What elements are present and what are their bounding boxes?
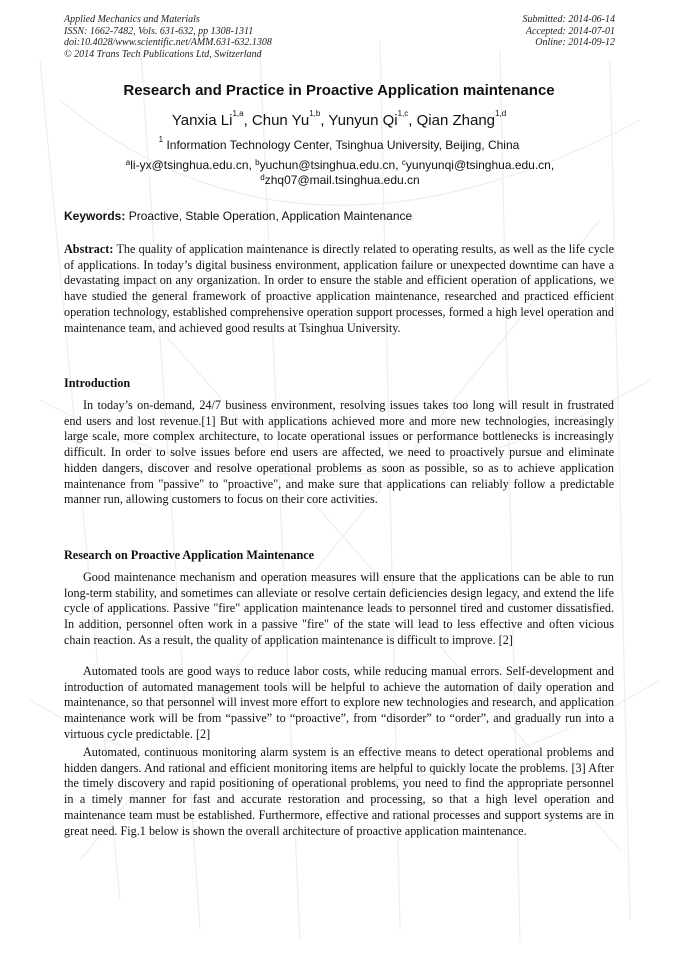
email-address: yuchun@tsinghua.edu.cn,	[259, 158, 402, 172]
author-name: Qian Zhang	[416, 112, 496, 129]
keywords-label: Keywords:	[64, 209, 126, 223]
author-superscript: 1,d	[495, 109, 507, 118]
section-heading-research: Research on Proactive Application Maintenance	[64, 548, 315, 562]
author-name: Yanxia Li	[171, 112, 233, 129]
research-paragraph-3: Automated, continuous monitoring alarm system is an effective means to detect operational problems and hidden dangers. And rational and efficient monitoring items are helpful to quickly locate the problems. [3] After the timely discovery and rapid positioning of operational problems, you need to find the appropriate personnel in a timely manner for fast and accurate restoration and processing, so that a high level operation and maintenance team must be established. Furthermore, effective and rational processes and support systems are in great need. Fig.1 below is shown the overall architecture of proactive application maintenance.	[64, 745, 614, 838]
author-separator: ,	[320, 112, 329, 129]
submission-dates	[523, 14, 616, 49]
email-superscript: d	[260, 173, 265, 182]
accepted-date: Accepted: 2014-07-01	[525, 25, 615, 37]
section-heading-introduction: Introduction	[64, 376, 131, 390]
copyright-line: © 2014 Trans Tech Publications Ltd, Switzerland	[64, 48, 262, 60]
issn-line: ISSN: 1662-7482, Vols. 631-632, pp 1308-1311	[64, 25, 254, 37]
introduction-paragraph: In today’s on-demand, 24/7 business environment, resolving issues takes too long will result in frustrated end users and lost revenue.[1] But with applications achieved more and more new technologies, increasingly large scale, more complex architecture, to locate operational issues or performance bottlenecks is increasingly difficult. In order to solve issues before end users are affected, we need to proactively pursue and eliminate hidden dangers, discover and resolve operational problems as soon as possible, so as to achieve application maintenance from "passive" to "proactive", and make sure that applications can reliably follow a predictable manner run, allowing customers to focus on their core activities.	[64, 398, 614, 507]
author-list	[0, 109, 678, 129]
email-list	[110, 158, 570, 188]
author-name: Chun Yu	[251, 112, 310, 129]
paper-title: Research and Practice in Proactive Application maintenance	[123, 82, 555, 99]
email-superscript: a	[125, 158, 131, 167]
author-superscript: 1,c	[397, 109, 409, 118]
email-address: zhq07@mail.tsinghua.edu.cn	[264, 173, 420, 187]
author-separator: ,	[243, 112, 252, 129]
online-date: Online: 2014-09-12	[535, 37, 615, 48]
abstract-label: Abstract:	[64, 242, 114, 256]
submitted-date: Submitted: 2014-06-14	[522, 14, 615, 25]
abstract	[64, 242, 614, 336]
research-paragraph-2: Automated tools are good ways to reduce labor costs, while reducing manual errors. Self-development and introduction of automated management tools will be helpful to achieve the automation of daily operation and maintenance, so that personnel will invest more effort to explore new technologies and research, and application maintenance work will be from “passive” to “proactive”, from “disorder” to “order”, and gradually run into a virtuous cycle predictable. [2]	[64, 664, 614, 741]
author-separator: ,	[408, 112, 417, 129]
author-superscript: 1,a	[232, 109, 244, 118]
email-superscript: b	[255, 158, 260, 167]
affiliation-superscript: 1	[158, 135, 164, 144]
journal-info	[64, 14, 272, 60]
abstract-text: The quality of application maintenance is directly related to operating results, as well as the life cycle of applications. In today’s digital business environment, application failure or unexpected downtime can have a devastating impact on any organization. In order to ensure the stable and efficient operation of applications, we have studied the general framework of proactive application maintenance, researched and practiced efficient operation technology, established comprehensive operation support processes, formed a high level operation and maintenance team, and achieved good results at Tsinghua University.	[64, 242, 614, 335]
research-paragraph-1: Good maintenance mechanism and operation measures will ensure that the applications can be able to run long-term stability, and sometimes can alleviate or resolve certain deficiencies design legacy, and extend the life cycle of applications. Passive "fire" application maintenance leads to personnel tired and customer dissatisfied. In addition, personnel often work in a passive "fire" of the state will lead to less effective and often vicious chain reaction. As a result, the quality of application maintenance is difficult to improve. [2]	[64, 570, 614, 647]
author-superscript: 1,b	[309, 109, 321, 118]
email-address: li-yx@tsinghua.edu.cn,	[130, 158, 256, 172]
keywords-text: Proactive, Stable Operation, Application Maintenance	[125, 209, 413, 223]
author-name: Yunyun Qi	[328, 112, 398, 129]
keywords	[64, 209, 412, 223]
journal-name: Applied Mechanics and Materials	[64, 14, 200, 25]
affiliation	[0, 135, 678, 152]
email-superscript: c	[401, 158, 406, 167]
affiliation-text: Information Technology Center, Tsinghua University, Beijing, China	[163, 138, 520, 152]
email-address: yunyunqi@tsinghua.edu.cn,	[405, 158, 555, 172]
doi-line: doi:10.4028/www.scientific.net/AMM.631-632.1308	[64, 37, 272, 48]
